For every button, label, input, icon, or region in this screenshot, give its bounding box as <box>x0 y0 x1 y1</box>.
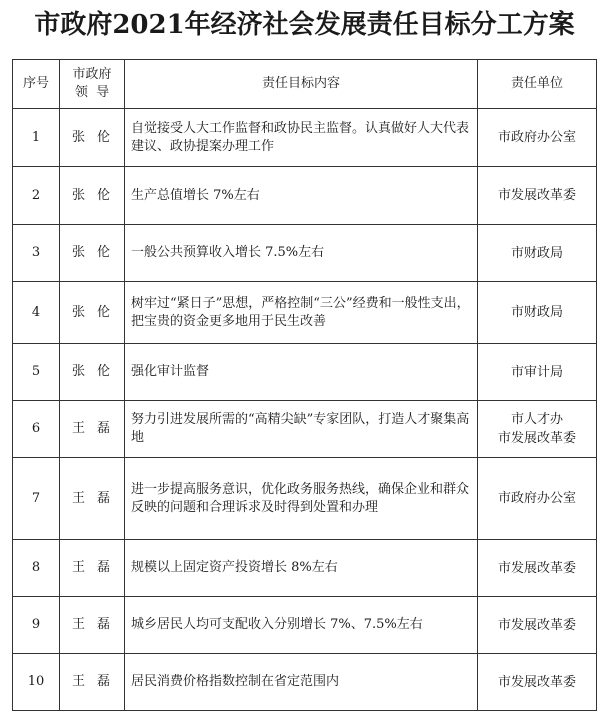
row-content: 一般公共预算收入增长 7.5%左右 <box>125 225 478 282</box>
row-responsible-unit <box>478 282 597 344</box>
header-num: 序号 <box>13 60 60 109</box>
row-content: 强化审计监督 <box>125 344 478 401</box>
header-leader-line1: 市政府 <box>72 67 112 82</box>
row-number: 10 <box>13 654 60 711</box>
responsible-unit-line: 市政府办公室 <box>497 491 576 506</box>
table-row <box>13 344 597 401</box>
row-leader: 王磊 <box>60 458 125 540</box>
row-responsible-unit <box>478 540 597 597</box>
header-leader <box>60 60 125 109</box>
table-row <box>13 458 597 540</box>
responsible-unit-line: 市发展改革委 <box>497 188 576 203</box>
row-number: 7 <box>13 458 60 540</box>
row-leader: 张伦 <box>60 344 125 401</box>
row-content: 自觉接受人大工作监督和政协民主监督。认真做好人大代表建议、政协提案办理工作 <box>125 109 478 167</box>
row-content: 进一步提高服务意识，优化政务服务热线，确保企业和群众反映的问题和合理诉求及时得到处置和办理 <box>125 458 478 540</box>
responsible-unit-line: 市发展改革委 <box>497 674 576 690</box>
row-responsible-unit <box>478 458 597 540</box>
row-content: 树牢过“紧日子”思想，严格控制“三公”经费和一般性支出，把宝贵的资金更多地用于民生改善 <box>125 282 478 344</box>
table-row <box>13 225 597 282</box>
row-responsible-unit <box>478 654 597 711</box>
row-number: 1 <box>13 109 60 167</box>
table-row <box>13 167 597 225</box>
row-content: 努力引进发展所需的“高精尖缺”专家团队，打造人才聚集高地 <box>125 401 478 458</box>
header-leader-line2: 领 导 <box>74 85 110 100</box>
row-number: 5 <box>13 344 60 401</box>
responsible-unit-line: 市人才办 <box>510 412 563 427</box>
row-leader: 王磊 <box>60 654 125 711</box>
row-leader: 王磊 <box>60 401 125 458</box>
row-leader: 张伦 <box>60 282 125 344</box>
responsible-unit-line: 市政府办公室 <box>497 130 576 145</box>
row-number: 9 <box>13 597 60 654</box>
row-leader: 张伦 <box>60 225 125 282</box>
row-content: 生产总值增长 7%左右 <box>125 167 478 225</box>
responsible-unit-line: 市财政局 <box>510 245 563 261</box>
table-row <box>13 540 597 597</box>
row-content: 城乡居民人均可支配收入分别增长 7%、7.5%左右 <box>125 597 478 654</box>
responsible-unit-line: 市审计局 <box>510 364 563 380</box>
row-responsible-unit <box>478 109 597 167</box>
row-content: 规模以上固定资产投资增长 8%左右 <box>125 540 478 597</box>
table-row <box>13 109 597 167</box>
responsibility-table <box>12 59 597 711</box>
table-header-row <box>13 60 597 109</box>
responsible-unit-line: 市财政局 <box>510 305 563 320</box>
row-responsible-unit <box>478 597 597 654</box>
row-responsible-unit <box>478 401 597 458</box>
row-number: 8 <box>13 540 60 597</box>
header-unit: 责任单位 <box>478 60 597 109</box>
row-number: 2 <box>13 167 60 225</box>
responsible-unit-line: 市发展改革委 <box>497 617 576 633</box>
row-leader: 王磊 <box>60 597 125 654</box>
row-number: 3 <box>13 225 60 282</box>
row-leader: 张伦 <box>60 109 125 167</box>
row-content: 居民消费价格指数控制在省定范围内 <box>125 654 478 711</box>
document-title: 市政府2021年经济社会发展责任目标分工方案 <box>34 10 575 40</box>
row-leader: 王磊 <box>60 540 125 597</box>
row-leader: 张伦 <box>60 167 125 225</box>
row-number: 4 <box>13 282 60 344</box>
table-row <box>13 401 597 458</box>
row-responsible-unit <box>478 344 597 401</box>
table-row <box>13 654 597 711</box>
table-row <box>13 597 597 654</box>
responsible-unit-line: 市发展改革委 <box>497 560 576 576</box>
row-responsible-unit <box>478 225 597 282</box>
table-row <box>13 282 597 344</box>
row-responsible-unit <box>478 167 597 225</box>
responsible-unit-line: 市发展改革委 <box>497 431 576 446</box>
header-content: 责任目标内容 <box>125 60 478 109</box>
row-number: 6 <box>13 401 60 458</box>
